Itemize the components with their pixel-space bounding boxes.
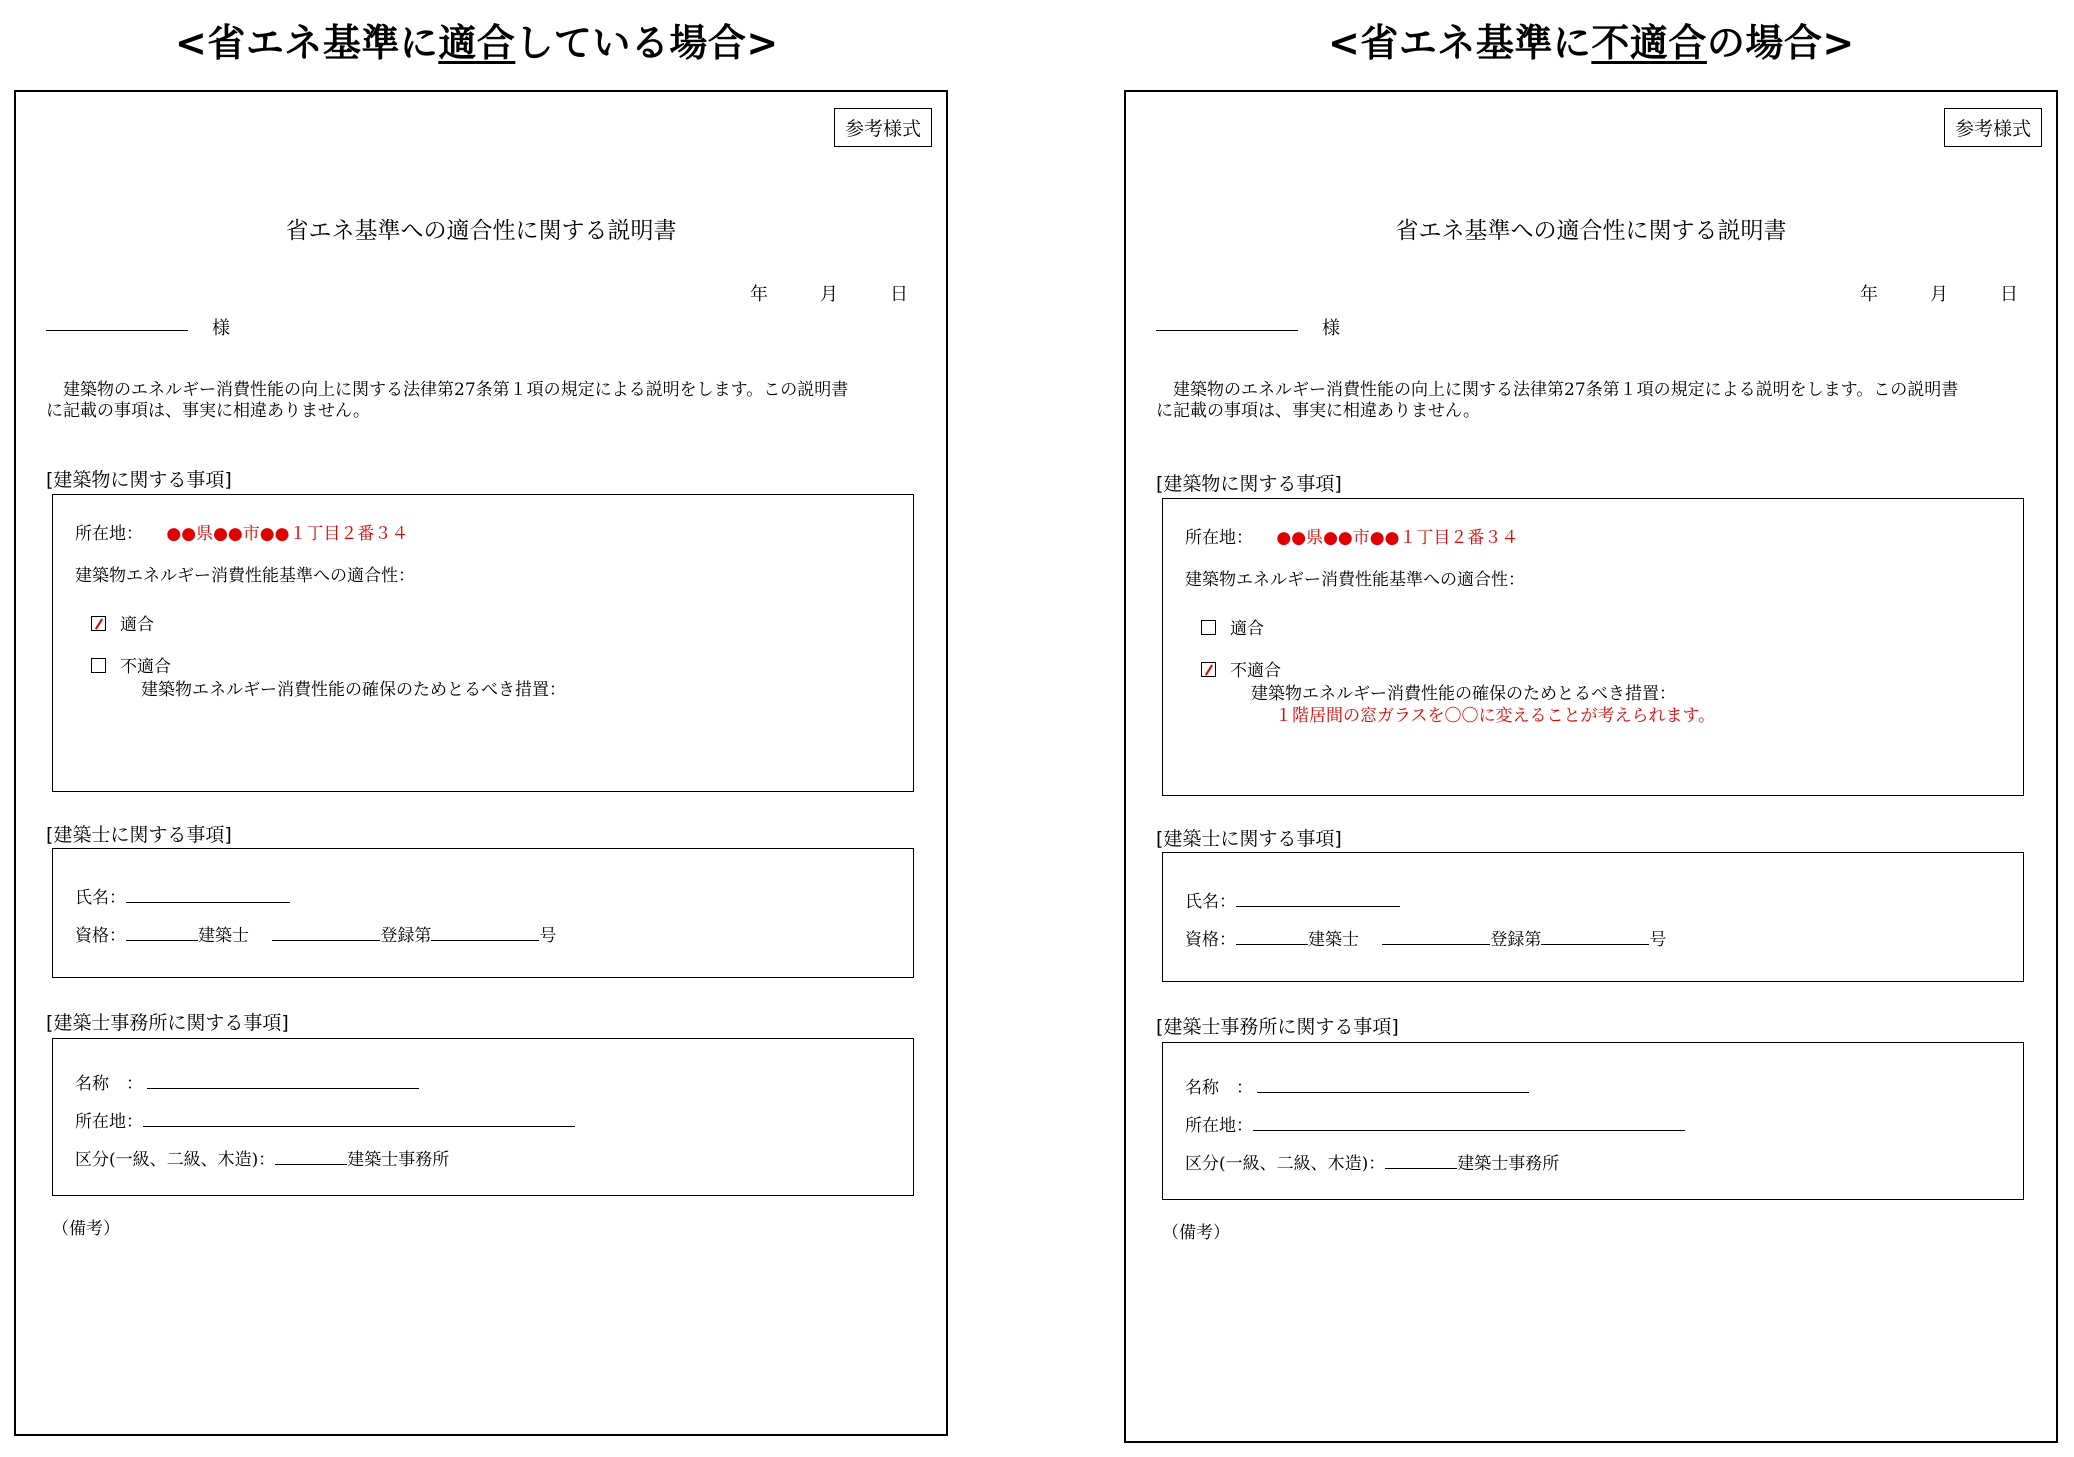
architect-section-label: [建築士に関する事項] [46,824,232,846]
registration-label: 登録第 [1490,930,1542,950]
office-name-label: 名称 ： [1185,1078,1253,1098]
office-class-label: 区分(一級、二級、木造)： [75,1150,276,1170]
heading-nonconforming [1328,12,1855,67]
office-name-label: 名称 ： [75,1074,143,1094]
name-label: 氏名： [1185,892,1236,912]
office-class-row [1185,1149,1559,1174]
form-conforming [14,90,948,1436]
office-location-blank [143,1112,575,1127]
location-row [75,519,408,544]
option-nonconform-label: 不適合 [1230,661,1281,681]
architect-box [1162,852,2024,982]
office-suffix: 建築士事務所 [347,1150,450,1170]
office-name-blank [147,1074,419,1089]
qualification-blank [126,926,198,941]
registration-number-blank [1541,930,1649,945]
intro-statement [1156,380,2026,422]
checkbox-conform[interactable] [91,616,106,631]
date-line [698,280,908,306]
number-suffix: 号 [1649,930,1667,950]
qualification-row [1185,925,1666,950]
option-conform-label: 適合 [120,615,154,635]
registration-number-blank [431,926,539,941]
document-title: 省エネ基準への適合性に関する説明書 [1395,218,1787,244]
building-box [1162,498,2024,796]
option-conform-label: 適合 [1230,619,1264,639]
day-label: 日 [890,284,908,305]
addressee-suffix: 様 [212,318,230,339]
reference-format-label: 参考様式 [1944,108,2042,147]
month-label: 月 [1930,284,1948,305]
conformity-label: 建築物エネルギー消費性能基準への適合性： [75,566,415,586]
architect-box [52,848,914,978]
location-row [1185,523,1518,548]
name-blank [1236,892,1400,907]
architect-name-row [75,883,290,908]
qualification-label: 資格： [1185,930,1236,950]
option-conform[interactable] [91,610,154,635]
year-label: 年 [1860,284,1878,305]
addressee-blank [46,330,188,331]
measures-value: １階居間の窓ガラスを〇〇に変えることが考えられます。 [1275,706,1716,726]
month-label: 月 [820,284,838,305]
option-nonconform[interactable] [91,652,171,677]
building-box [52,494,914,792]
office-location-row [1185,1111,1685,1136]
office-class-blank [1385,1154,1457,1169]
office-class-blank [275,1150,347,1165]
registration-blank [272,926,380,941]
form-nonconforming [1124,90,2058,1443]
heading-text: の場合> [1706,21,1855,65]
architect-label: 建築士 [198,926,249,946]
measures-label: 建築物エネルギー消費性能の確保のためとるべき措置： [141,680,566,700]
name-label: 氏名： [75,888,126,908]
location-value: ●●県●●市●●１丁目２番３４ [1276,528,1519,548]
intro-line: 建築物のエネルギー消費性能の向上に関する法律第27条第１項の規定による説明をします。この説明書 [46,380,849,400]
number-suffix: 号 [539,926,557,946]
building-section-label: [建築物に関する事項] [1156,473,1342,495]
office-suffix: 建築士事務所 [1457,1154,1560,1174]
heading-text: <省エネ基準に [175,21,439,65]
qualification-row [75,921,556,946]
date-line [1808,280,2018,306]
checkbox-nonconform[interactable] [91,658,106,673]
document-title: 省エネ基準への適合性に関する説明書 [285,218,677,244]
architect-name-row [1185,887,1400,912]
option-conform[interactable] [1201,614,1264,639]
heading-text: <省エネ基準に [1328,21,1592,65]
option-nonconform-label: 不適合 [120,657,171,677]
heading-text: している場合> [515,21,779,65]
intro-statement [46,380,916,422]
office-location-label: 所在地： [75,1112,143,1132]
year-label: 年 [750,284,768,305]
office-name-row [75,1069,419,1094]
heading-conforming [175,12,779,67]
office-box [1162,1042,2024,1200]
office-name-row [1185,1073,1529,1098]
intro-line: に記載の事項は、事実に相違ありません。 [1156,401,1481,421]
office-location-blank [1253,1116,1685,1131]
registration-label: 登録第 [380,926,432,946]
office-section-label: [建築士事務所に関する事項] [46,1012,289,1034]
reference-format-label: 参考様式 [834,108,932,147]
office-section-label: [建築士事務所に関する事項] [1156,1016,1399,1038]
location-label: 所在地： [75,524,143,544]
heading-emphasis: 不適合 [1591,21,1707,65]
qualification-blank [1236,930,1308,945]
day-label: 日 [2000,284,2018,305]
location-label: 所在地： [1185,528,1253,548]
intro-line: に記載の事項は、事実に相違ありません。 [46,401,371,421]
addressee-blank [1156,330,1298,331]
addressee-suffix: 様 [1322,318,1340,339]
conformity-label: 建築物エネルギー消費性能基準への適合性： [1185,570,1525,590]
architect-section-label: [建築士に関する事項] [1156,828,1342,850]
building-section-label: [建築物に関する事項] [46,469,232,491]
remarks-label: （備考） [1162,1223,1230,1243]
registration-blank [1382,930,1490,945]
office-class-label: 区分(一級、二級、木造)： [1185,1154,1386,1174]
office-location-row [75,1107,575,1132]
location-value: ●●県●●市●●１丁目２番３４ [166,524,409,544]
name-blank [126,888,290,903]
office-location-label: 所在地： [1185,1116,1253,1136]
architect-label: 建築士 [1308,930,1359,950]
intro-line: 建築物のエネルギー消費性能の向上に関する法律第27条第１項の規定による説明をします。この説明書 [1156,380,1959,400]
measures-label: 建築物エネルギー消費性能の確保のためとるべき措置： [1251,684,1676,704]
checkbox-conform[interactable] [1201,620,1216,635]
office-class-row [75,1145,449,1170]
heading-emphasis: 適合 [438,21,516,65]
option-nonconform[interactable] [1201,656,1281,681]
remarks-label: （備考） [52,1219,120,1239]
checkbox-nonconform[interactable] [1201,662,1216,677]
office-box [52,1038,914,1196]
office-name-blank [1257,1078,1529,1093]
qualification-label: 資格： [75,926,126,946]
